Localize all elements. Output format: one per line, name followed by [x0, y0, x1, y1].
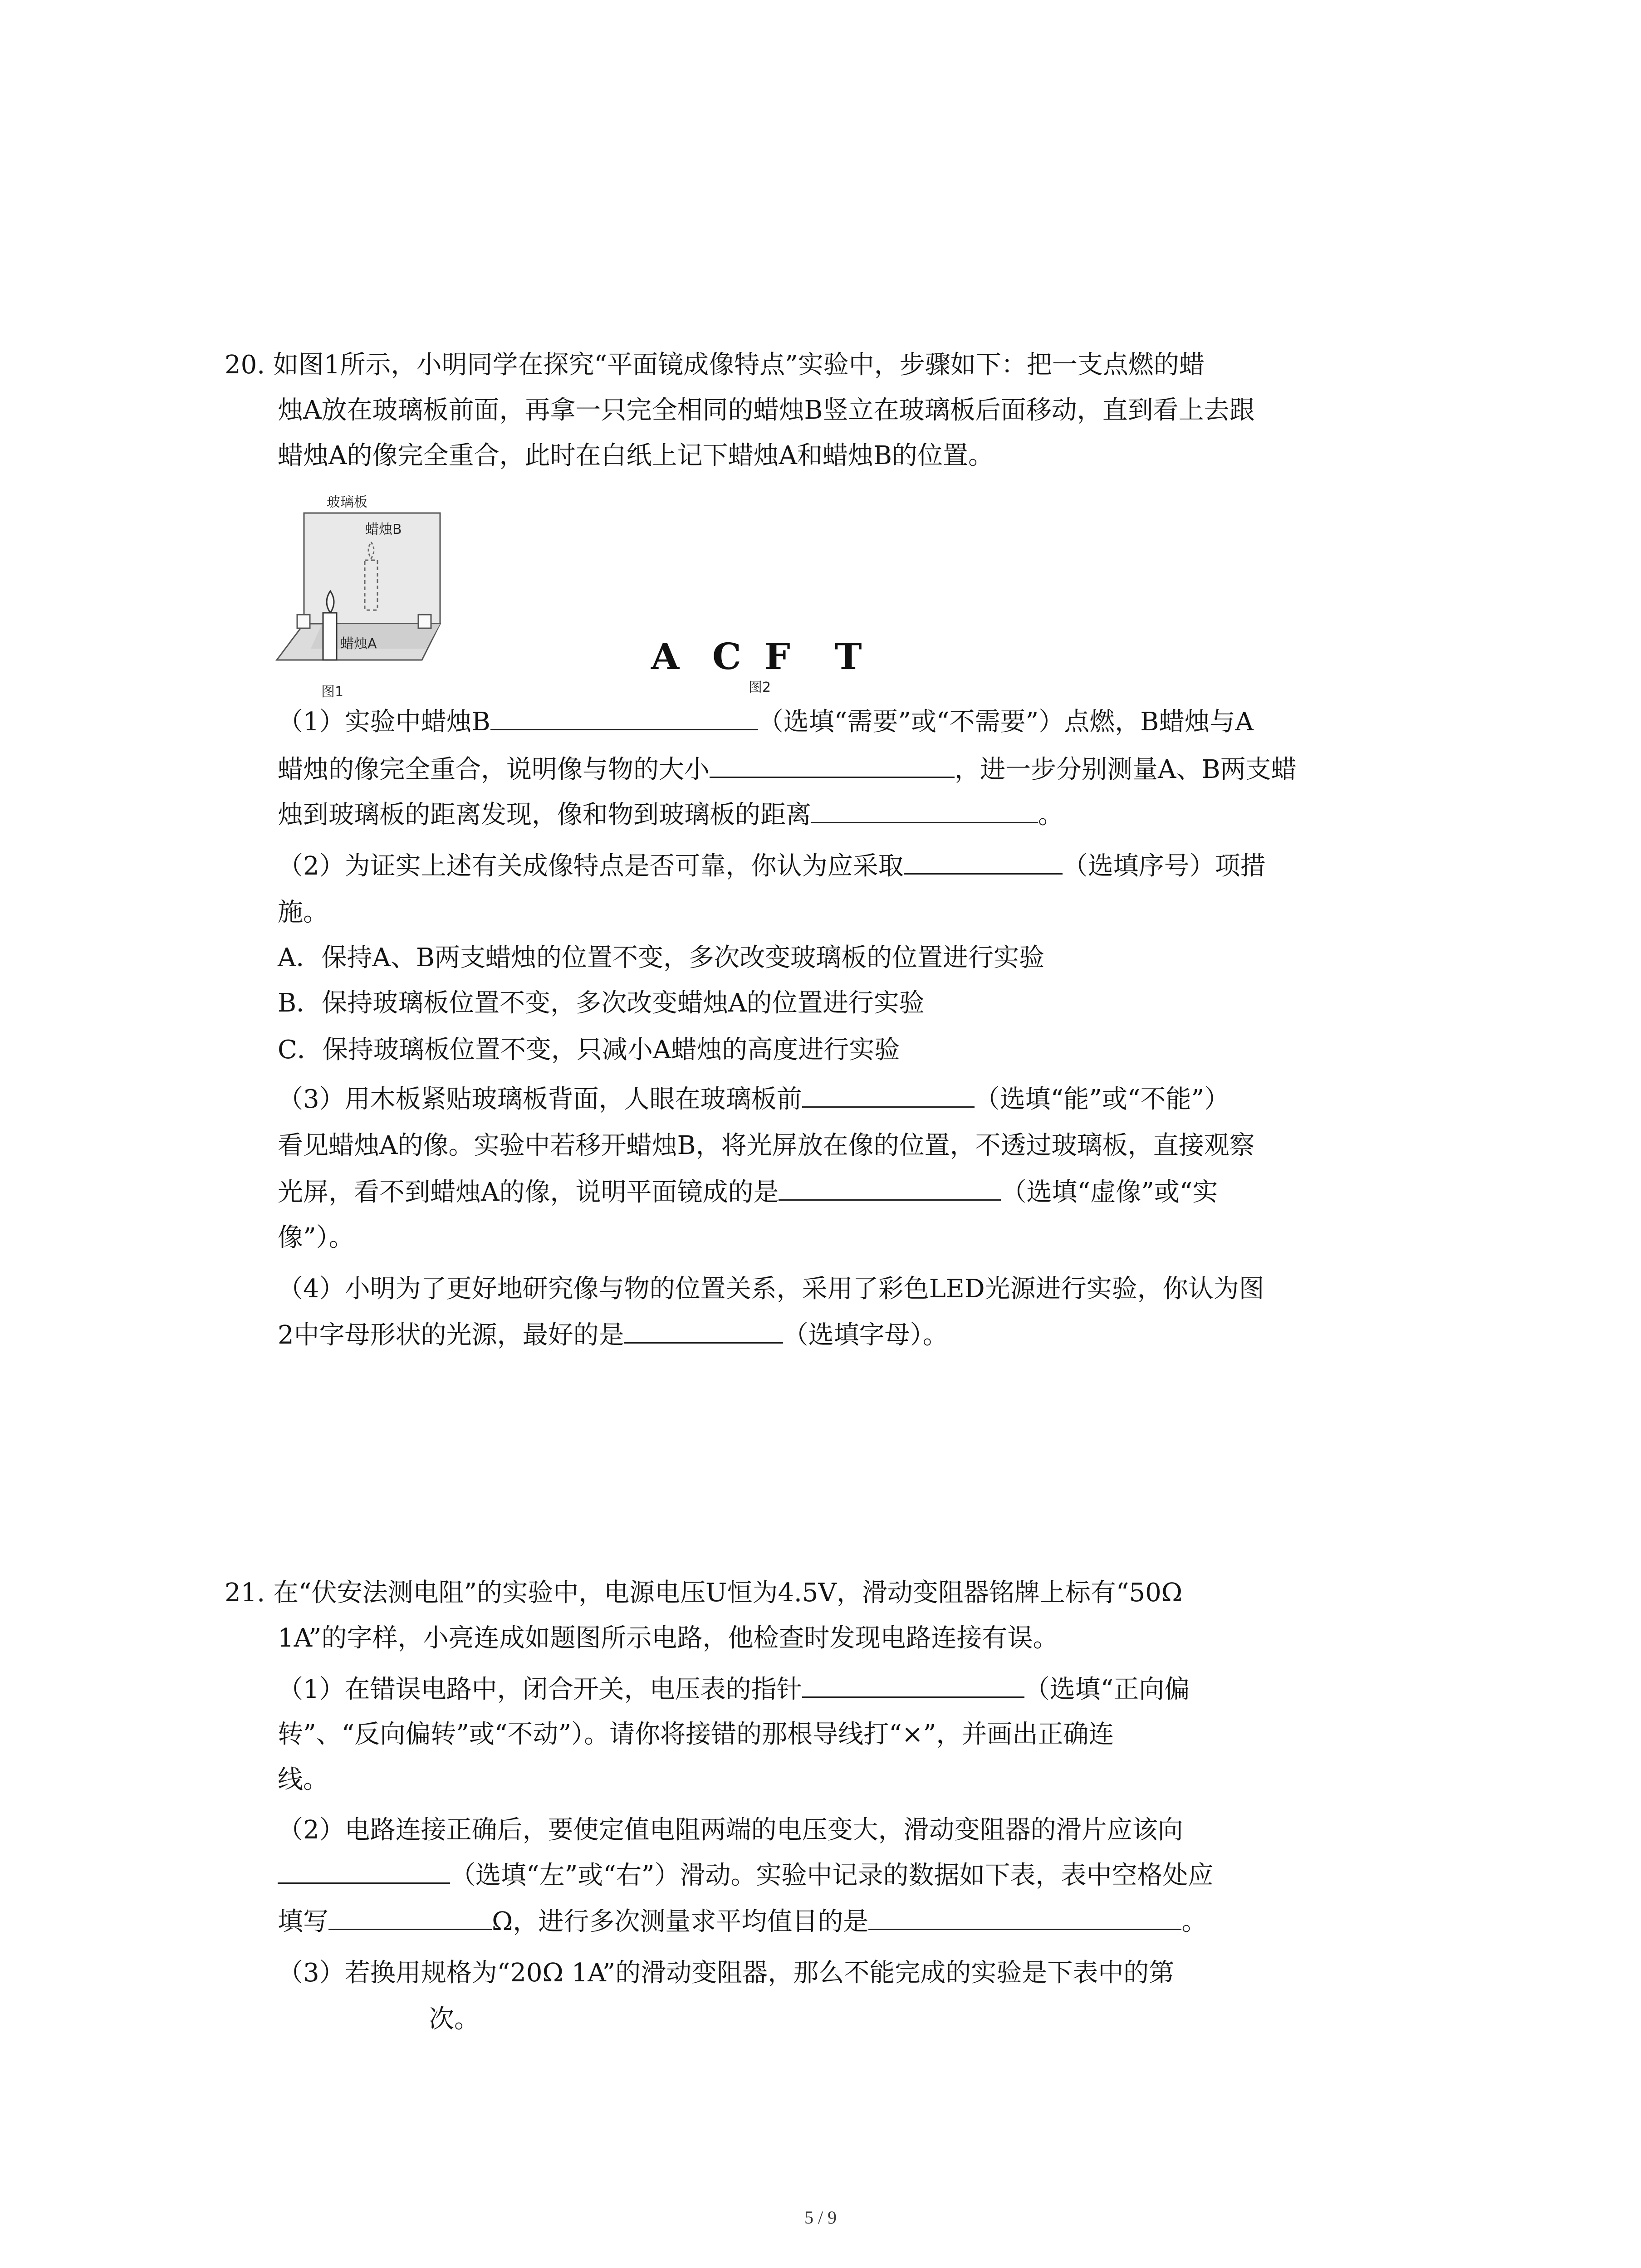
answer-blank[interactable]	[811, 801, 1038, 823]
answer-blank[interactable]	[710, 756, 955, 778]
letter-c: C	[712, 635, 741, 678]
q20-part3-line-3: 光屏，看不到蜡烛A的像，说明平面镜成的是 （选填“虚像”或“实	[278, 1178, 1218, 1207]
q20-line-3: 蜡烛A的像完全重合，此时在白纸上记下蜡烛A和蜡烛B的位置。	[278, 441, 994, 470]
q20-part2-line-2: 施。	[278, 898, 328, 927]
q20-part2-line-1: （2）为证实上述有关成像特点是否可靠，你认为应采取 （选填序号）项措	[278, 851, 1266, 881]
q21-part2-line-2: （选填“左”或“右”）滑动。实验中记录的数据如下表，表中空格处应	[278, 1861, 1214, 1890]
figure-1-glass-plate-diagram	[272, 492, 467, 705]
answer-blank[interactable]	[624, 1321, 783, 1344]
candle-a-flame	[327, 591, 334, 613]
candle-a	[323, 613, 337, 660]
q20-part4-line-1: （4）小明为了更好地研究像与物的位置关系，采用了彩色LED光源进行实验，你认为图	[278, 1274, 1264, 1304]
q21-part3-line-1: （3）若换用规格为“20Ω 1A”的滑动变阻器，那么不能完成的实验是下表中的第	[278, 1958, 1175, 1988]
figure-1-caption: 图1	[321, 684, 344, 700]
answer-blank[interactable]	[278, 1862, 450, 1884]
page-number: 5 / 9	[804, 2207, 837, 2228]
q21-part3-line-2: 次。	[429, 2004, 480, 2034]
q20-option-a: A．保持A、B两支蜡烛的位置不变，多次改变玻璃板的位置进行实验	[278, 943, 1045, 973]
q21-line-2: 1A”的字样，小亮连成如题图所示电路，他检查时发现电路连接有误。	[278, 1623, 1058, 1653]
q20-line-2: 烛A放在玻璃板前面，再拿一只完全相同的蜡烛B竖立在玻璃板后面移动，直到看上去跟	[278, 396, 1255, 425]
q21-part1-line-3: 线。	[278, 1765, 328, 1794]
q20-part3-line-4: 像”）。	[278, 1223, 354, 1252]
q20-line-1: 20. 如图1所示，小明同学在探究“平面镜成像特点”实验中，步骤如下：把一支点燃的蜡	[225, 350, 1205, 380]
answer-blank[interactable]	[779, 1178, 1001, 1201]
q20-option-b: B．保持玻璃板位置不变，多次改变蜡烛A的位置进行实验	[278, 988, 925, 1018]
answer-blank[interactable]	[490, 708, 758, 730]
candle-b-label: 蜡烛B	[365, 522, 402, 538]
q21-part2-line-3: 填写 Ω，进行多次测量求平均值目的是 。	[278, 1907, 1207, 1936]
letter-f: F	[764, 635, 790, 678]
answer-blank[interactable]	[802, 1085, 975, 1108]
answer-blank[interactable]	[802, 1676, 1024, 1698]
letter-a: A	[651, 635, 680, 678]
q20-part1-line-2: 蜡烛的像完全重合，说明像与物的大小 ，进一步分别测量A、B两支蜡	[278, 755, 1297, 784]
q21-part1-line-2: 转”、“反向偏转”或“不动”）。请你将接错的那根导线打“×”，并画出正确连	[278, 1720, 1114, 1749]
q20-part4-line-2: 2中字母形状的光源，最好的是 （选填字母）。	[278, 1320, 948, 1350]
q20-part3-line-2: 看见蜡烛A的像。实验中若移开蜡烛B，将光屏放在像的位置，不透过玻璃板，直接观察	[278, 1131, 1255, 1160]
letter-t: T	[835, 635, 862, 678]
q20-part1-line-1: （1）实验中蜡烛B （选填“需要”或“不需要”）点燃，B蜡烛与A	[278, 707, 1254, 737]
answer-blank[interactable]	[904, 852, 1063, 875]
q20-part3-line-1: （3）用木板紧贴玻璃板背面，人眼在玻璃板前 （选填“能”或“不能”）	[278, 1085, 1230, 1114]
answer-blank[interactable]	[328, 1908, 492, 1930]
q21-part1-line-1: （1）在错误电路中，闭合开关，电压表的指针 （选填“正向偏	[278, 1675, 1190, 1704]
answer-blank[interactable]	[868, 1908, 1181, 1930]
glass-plate-label: 玻璃板	[327, 494, 367, 510]
q20-option-c: C．保持玻璃板位置不变，只减小A蜡烛的高度进行实验	[278, 1035, 900, 1065]
figure-2-caption: 图2	[749, 679, 771, 695]
q21-part2-line-1: （2）电路连接正确后，要使定值电阻两端的电压变大，滑动变阻器的滑片应该向	[278, 1815, 1183, 1845]
q20-part1-line-3: 烛到玻璃板的距离发现，像和物到玻璃板的距离 。	[278, 800, 1063, 830]
candle-a-label: 蜡烛A	[340, 636, 377, 652]
q21-line-1: 21. 在“伏安法测电阻”的实验中，电源电压U恒为4.5V，滑动变阻器铭牌上标有“50Ω	[225, 1578, 1183, 1608]
